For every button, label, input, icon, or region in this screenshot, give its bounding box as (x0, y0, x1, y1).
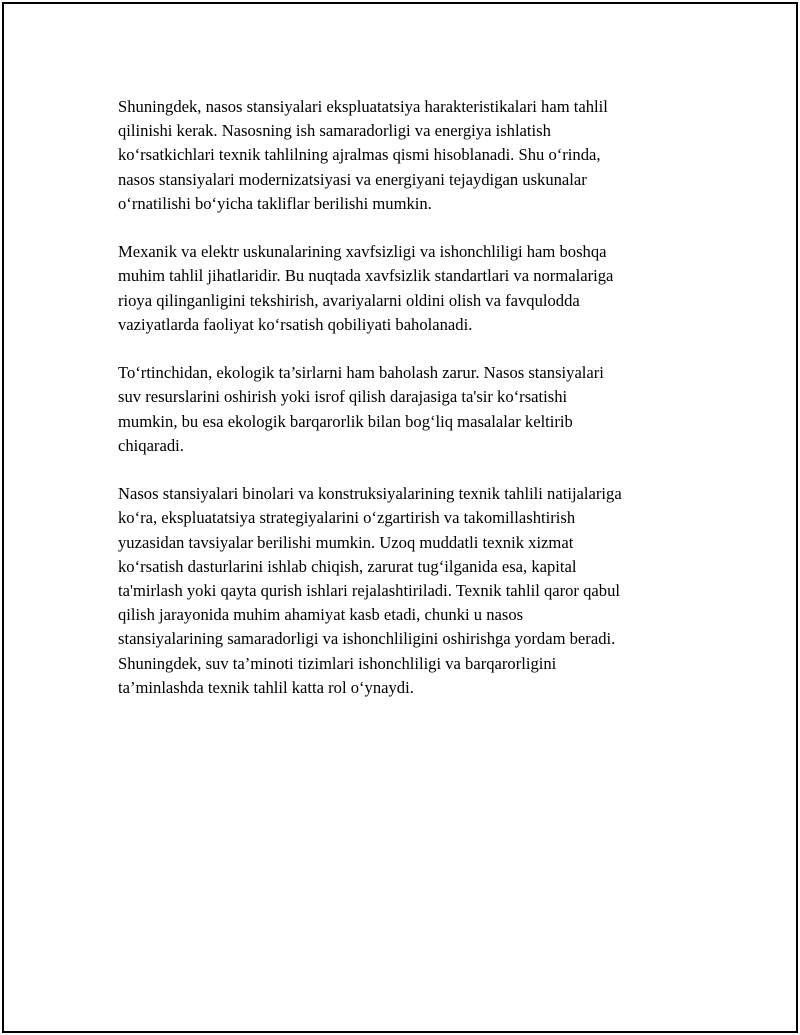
text-line: stansiyalarining samaradorligi va ishonchliligini oshirishga yordam beradi. (118, 629, 616, 649)
text-line: Mexanik va elektr uskunalarining xavfsizligi va ishonchliligi ham boshqa (118, 242, 607, 262)
text-line: yuzasidan tavsiyalar berilishi mumkin. Uzoq muddatli texnik xizmat (118, 532, 574, 552)
paragraph-3 (118, 361, 688, 458)
text-line: suv resurslarini oshirish yoki isrof qilish darajasiga ta'sir ko‘rsatishi (118, 387, 568, 407)
text-line: muhim tahlil jihatlaridir. Bu nuqtada xavfsizlik standartlari va normalariga (118, 266, 614, 286)
text-line: Shuningdek, suv ta’minoti tizimlari ishonchliligi va barqarorligini (118, 653, 557, 673)
text-line: Nasos stansiyalari binolari va konstruksiyalarining texnik tahlili natijalariga (118, 484, 622, 504)
text-line: ta'mirlash yoki qayta qurish ishlari rejalashtiriladi. Texnik tahlil qaror qabul (118, 581, 620, 601)
paragraph-4 (118, 482, 688, 700)
paragraph-2 (118, 240, 688, 337)
text-line: ko‘rsatkichlari texnik tahlilning ajralmas qismi hisoblanadi. Shu o‘rinda, (118, 145, 601, 165)
text-line: ko‘ra, ekspluatatsiya strategiyalarini o‘zgartirish va takomillashtirish (118, 508, 576, 528)
text-line: chiqaradi. (118, 435, 184, 455)
text-line: ko‘rsatish dasturlarini ishlab chiqish, zarurat tug‘ilganida esa, kapital (118, 556, 577, 576)
text-line: nasos stansiyalari modernizatsiyasi va energiyani tejaydigan uskunalar (118, 169, 587, 189)
text-line: qilinishi kerak. Nasosning ish samaradorligi va energiya ishlatish (118, 121, 551, 141)
text-line: o‘rnatilishi bo‘yicha takliflar berilishi mumkin. (118, 193, 432, 213)
text-line: vaziyatlarda faoliyat ko‘rsatish qobiliyati baholanadi. (118, 314, 473, 334)
text-line: Shuningdek, nasos stansiyalari ekspluatatsiya harakteristikalari ham tahlil (118, 97, 608, 116)
text-line: ta’minlashda texnik tahlil katta rol o‘ynaydi. (118, 677, 414, 697)
text-line: To‘rtinchidan, ekologik ta’sirlarni ham baholash zarur. Nasos stansiyalari (118, 363, 604, 383)
paragraph-1 (118, 95, 688, 216)
text-line: qilish jarayonida muhim ahamiyat kasb etadi, chunki u nasos (118, 605, 524, 625)
document-body (118, 95, 688, 724)
text-line: rioya qilinganligini tekshirish, avariyalarni oldini olish va favqulodda (118, 290, 580, 310)
text-line: mumkin, bu esa ekologik barqarorlik bilan bog‘liq masalalar keltirib (118, 411, 573, 431)
